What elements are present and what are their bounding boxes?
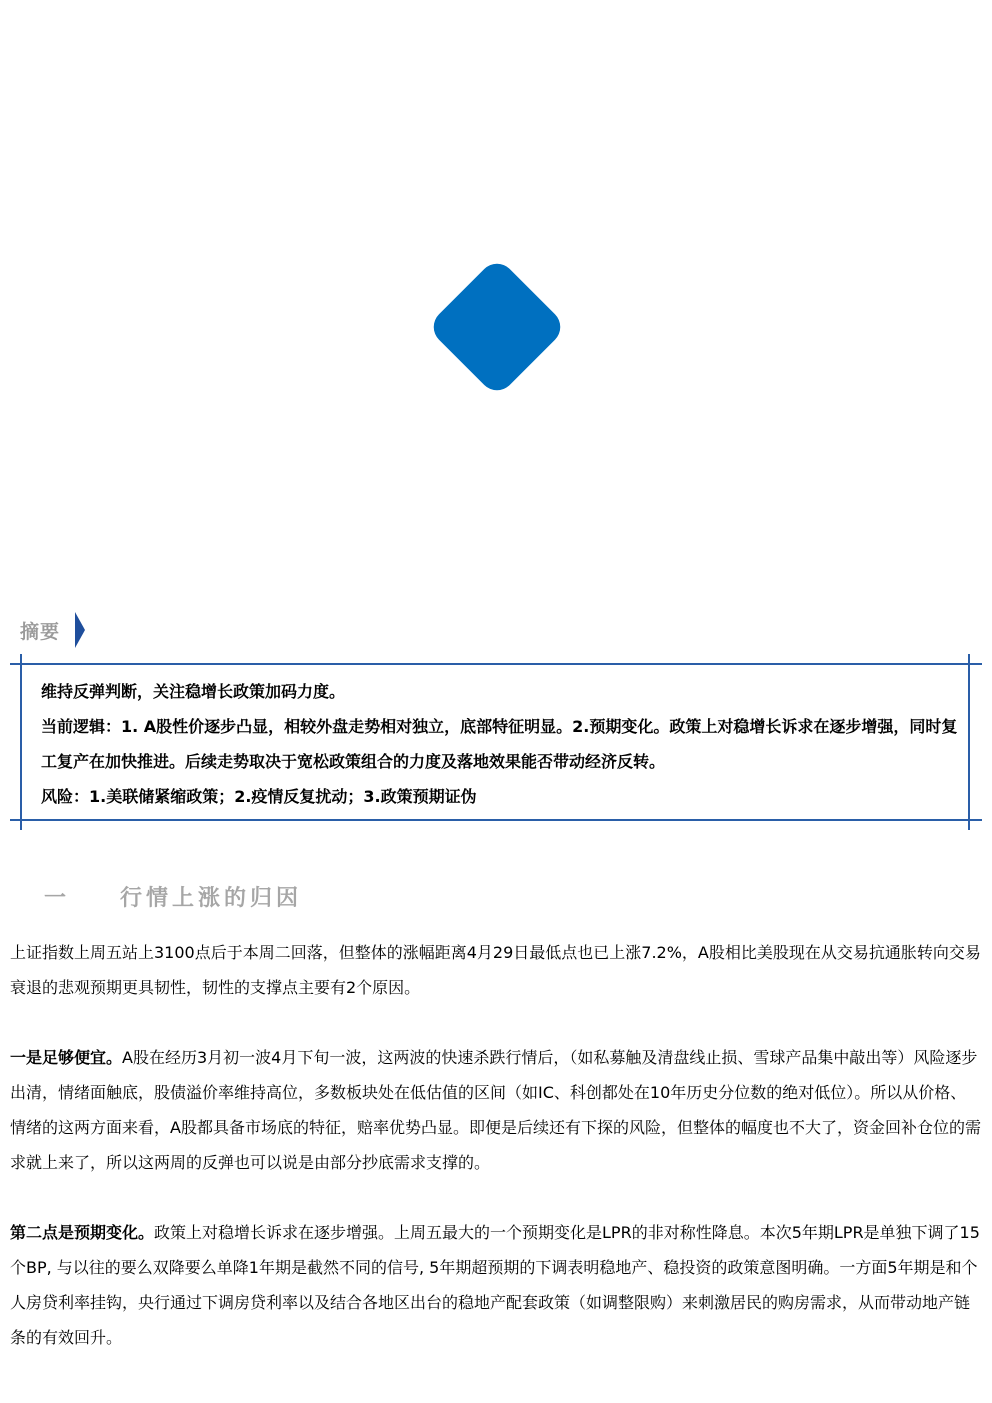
summary-frame-right (968, 654, 970, 830)
article-body (10, 935, 982, 1390)
summary-frame-top (10, 663, 982, 665)
section-heading (44, 878, 302, 914)
summary-risk: 风险：1.美联储紧缩政策；2.疫情反复扰动；3.政策预期证伪 (41, 787, 477, 806)
logo (426, 256, 568, 398)
summary-title: 摘要 (20, 620, 61, 643)
paragraph-lead: 一是足够便宜。 (10, 1048, 123, 1067)
paragraph (10, 1040, 982, 1180)
paragraph-text: 政策上对稳增长诉求在逐步增强。上周五最大的一个预期变化是LPR的非对称性降息。本次5年期LPR是单独下调了15个BP, 与以往的要么双降要么单降1年期是截然不同的信号, 5年期超预期的下调表明稳地产、稳投资的政策意图明确。一方面5年期是和个人房贷利率挂钩，央行通过下调房贷利率以及结合各地区出台的稳地产配套政策（如调整限购）来刺激居民的购房需求，从而带动地产链条的有效回升。 (10, 1223, 980, 1347)
paragraph: 上证指数上周五站上3100点后于本周二回落，但整体的涨幅距离4月29日最低点也已上涨7.2%，A股相比美股现在从交易抗通胀转向交易衰退的悲观预期更具韧性，韧性的支撑点主要有2个原因。 (10, 943, 981, 997)
section-number: 一 (44, 885, 67, 911)
paragraph (10, 1215, 982, 1355)
summary-frame-left (20, 654, 22, 830)
summary-body (41, 674, 961, 814)
paragraph-lead: 第二点是预期变化。 (10, 1223, 155, 1242)
summary-conclusion: 维持反弹判断，关注稳增长政策加码力度。 (41, 682, 346, 701)
summary-logic: 当前逻辑：1. A股性价逐步凸显，相较外盘走势相对独立，底部特征明显。2.预期变化。政策上对稳增长诉求在逐步增强，同时复工复产在加快推进。后续走势取决于宽松政策组合的力度及落地效果能否带动经济反转。 (41, 717, 958, 771)
summary-header (20, 610, 86, 650)
summary-frame-bottom (10, 819, 982, 821)
section-title: 行情上涨的归因 (120, 885, 303, 911)
paragraph-text: A股在经历3月初一波4月下旬一波，这两波的快速杀跌行情后，（如私募触及清盘线止损、雪球产品集中敲出等）风险逐步出清，情绪面触底，股债溢价率维持高位，多数板块处在低估值的区间（如IC、科创都处在10年历史分位数的绝对低位）。所以从价格、情绪的这两方面来看，A股都具备市场底的特征，赔率优势凸显。即便是后续还有下探的风险，但整体的幅度也不大了，资金回补仓位的需求就上来了，所以这两周的反弹也可以说是由部分抄底需求支撑的。 (10, 1048, 981, 1172)
chevron-right-icon (74, 610, 86, 650)
diamond-logo-icon (426, 256, 568, 398)
